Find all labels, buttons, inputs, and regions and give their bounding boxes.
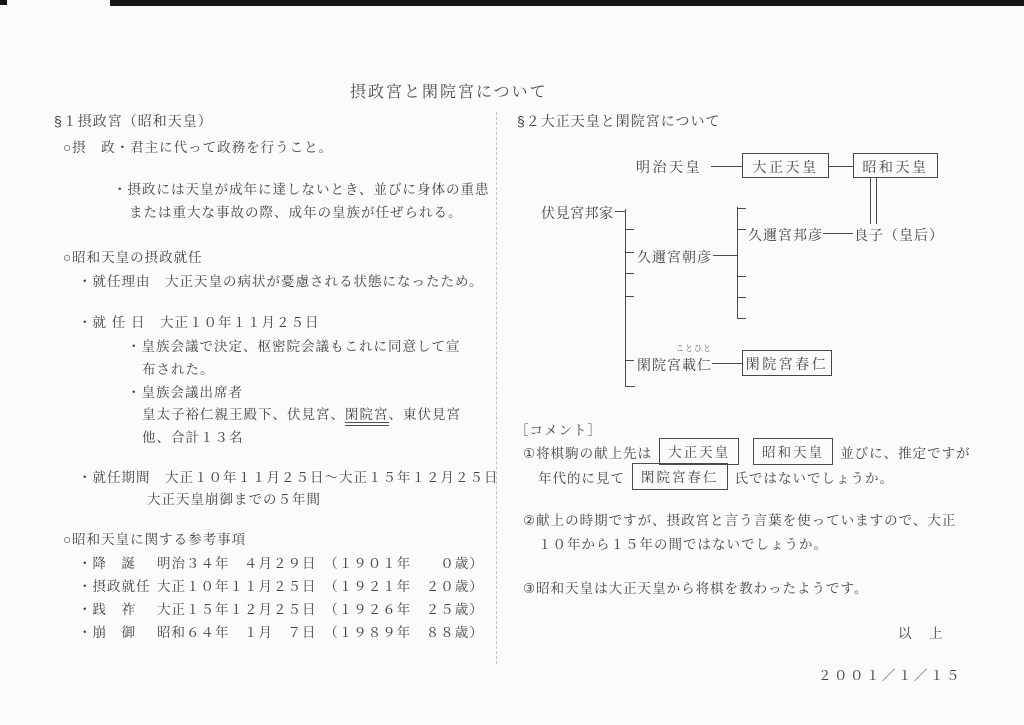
comment2-line2: １０年から１５年の間ではないでしょうか。 — [538, 537, 828, 552]
ref-row-label: ・降 誕 — [78, 556, 136, 571]
tree-tick — [738, 276, 746, 277]
tree-sibling-line-kuni — [737, 207, 738, 319]
attendees-heading: ・皇族会議出席者 — [127, 385, 243, 400]
regent-note-line2: または重大な事故の際、成年の皇族が任ぜられる。 — [129, 205, 463, 220]
comment1-box-showa: 昭和天皇 — [753, 438, 833, 465]
tree-connector — [711, 166, 742, 167]
tree-tick — [626, 273, 634, 274]
tree-node-kuni-kuniyoshi: 久邇宮邦彦 — [748, 227, 823, 243]
page-title: 摂政宮と閑院宮について — [350, 84, 548, 101]
tree-tick — [738, 229, 746, 230]
tree-node-kanin-kotohito: 閑院宮載仁 — [637, 357, 712, 373]
regent-note-line1: ・摂政には天皇が成年に達しないとき、並びに身体の重患 — [113, 182, 490, 197]
attendees-kanin-underlined: 閑院宮 — [345, 407, 389, 426]
tree-node-nagako-empress: 良子（皇后） — [854, 227, 944, 243]
period-line2: 大正天皇崩御までの５年間 — [147, 492, 321, 507]
comments-heading: ［コメント］ — [515, 423, 602, 438]
document-date: ２００１／１／１５ — [818, 668, 962, 683]
comment1-box-taisho: 大正天皇 — [659, 438, 739, 465]
comment3-line: ③昭和天皇は大正天皇から将棋を教わったようです。 — [523, 581, 869, 596]
tree-connector — [829, 166, 853, 167]
decision-line2: 布された。 — [142, 362, 215, 377]
comment1-text1: ①将棋駒の献上先は — [523, 445, 653, 461]
appointment-date: ・就 任 日 大正１０年１１月２５日 — [78, 315, 320, 330]
tree-connector — [713, 255, 737, 256]
ref-row-label: ・崩 御 — [78, 625, 136, 640]
period-line1: ・就任期間 大正１０年１１月２５日～大正１５年１２月２５日 — [78, 470, 499, 485]
comment2-line1: ②献上の時期ですが、摂政宮と言う言葉を使っていますので、大正 — [523, 513, 957, 528]
attendees-total: 他、合計１３名 — [142, 430, 244, 445]
attendees-post: 、東伏見宮 — [388, 407, 461, 422]
appointment-heading: ○昭和天皇の摂政就任 — [63, 250, 203, 265]
tree-tick — [626, 360, 634, 361]
column-divider-dashed-line — [496, 112, 497, 664]
ref-row-label: ・践 祚 — [78, 602, 136, 617]
comment1-line2 — [538, 463, 894, 490]
comment1-text2: 並びに、推定ですが — [840, 445, 971, 461]
tree-tick — [626, 386, 635, 387]
tree-node-meiji-tenno: 明治天皇 — [636, 159, 702, 175]
decision-line1: ・皇族会議で決定、枢密院会議もこれに同意して宣 — [127, 339, 461, 354]
regent-definition: ○摂 政・君主に代って政務を行うこと。 — [63, 140, 334, 155]
tree-node-kuni-asahiko: 久邇宮朝彦 — [637, 249, 712, 265]
tree-tick — [626, 229, 634, 230]
ref-row-label: ・摂政就任 — [78, 579, 151, 594]
tree-tick — [626, 252, 634, 253]
ref-row-value: 大正１０年１１月２５日 （１９２１年 ２０歳） — [157, 579, 484, 594]
comment1-box-haruhito: 閑院宮春仁 — [632, 463, 728, 490]
tree-tick — [738, 208, 746, 209]
scan-artifact-top-bar — [110, 0, 1024, 6]
tree-marriage-double-line — [870, 178, 877, 224]
section1-heading: §１摂政宮（昭和天皇） — [54, 113, 213, 129]
ref-row-value: 明治３４年 ４月２９日 （１９０１年 ０歳） — [157, 556, 484, 571]
tree-furigana-kotohito: ことひと — [676, 344, 712, 353]
scan-artifact-corner-speck — [0, 0, 7, 5]
ref-row-value: 昭和６４年 １月 ７日 （１９８９年 ８８歳） — [157, 625, 484, 640]
tree-node-kanin-haruhito-box: 閑院宮春仁 — [742, 350, 832, 376]
comment1-line2-post: 氏ではないでしょうか。 — [734, 470, 894, 486]
closing-ijou: 以 上 — [898, 626, 945, 641]
section2-heading: §２大正天皇と閑院宮について — [517, 113, 721, 129]
tree-connector — [712, 363, 742, 364]
tree-connector — [823, 233, 853, 234]
tree-node-fushimi-kuniie: 伏見宮邦家 — [541, 205, 614, 221]
tree-tick — [738, 297, 746, 298]
attendees-pre: 皇太子裕仁親王殿下、伏見宮、 — [142, 407, 345, 422]
tree-node-taisho-tenno-box: 大正天皇 — [742, 153, 829, 178]
comment1-line1 — [523, 438, 971, 465]
tree-node-showa-tenno-box: 昭和天皇 — [853, 153, 938, 178]
reference-heading: ○昭和天皇に関する参考事項 — [63, 532, 247, 547]
attendees-line — [142, 403, 461, 423]
tree-tick — [626, 296, 634, 297]
tree-tick — [738, 318, 746, 319]
comment1-line2-pre: 年代的に見て — [538, 470, 625, 486]
appointment-reason: ・就任理由 大正天皇の病状が憂慮される状態になったため。 — [78, 274, 484, 289]
ref-row-value: 大正１５年１２月２５日 （１９２６年 ２５歳） — [157, 602, 484, 617]
